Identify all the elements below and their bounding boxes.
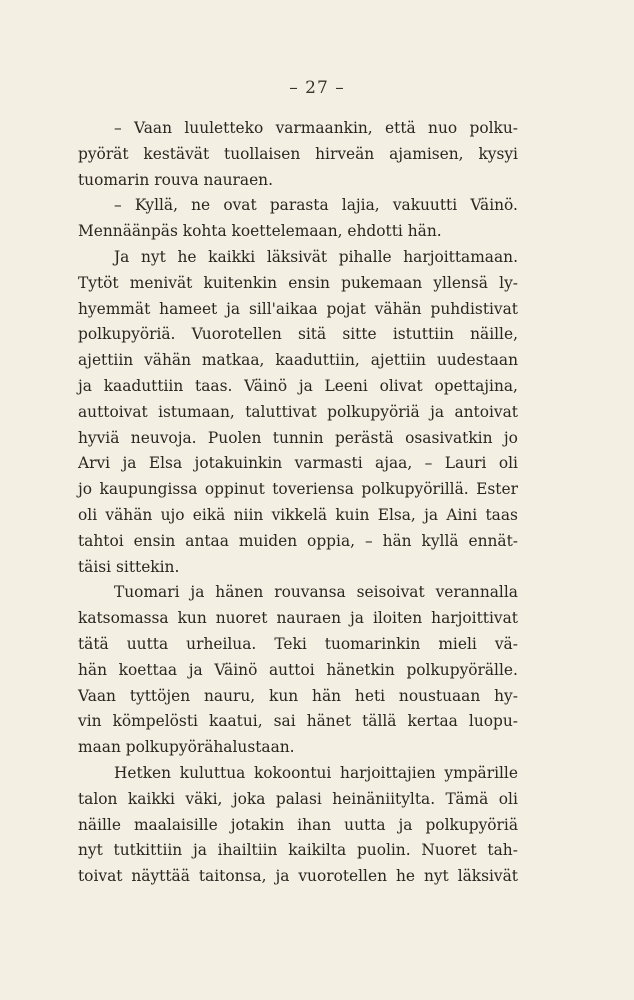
text-line: pyörät kestävät tuollaisen hirveän ajamisen, kysyi [78, 144, 518, 163]
text-line: ajettiin vähän matkaa, kaaduttiin, ajettiin uudestaan [78, 351, 518, 370]
text-line: näille maalaisille jotakin ihan uutta ja polkupyöriä [78, 815, 518, 834]
page-number: – 27 – [289, 78, 345, 98]
text-line: Ja nyt he kaikki läksivät pihalle harjoittamaan. [114, 247, 518, 266]
text-line: hyviä neuvoja. Puolen tunnin perästä osasivatkin jo [78, 428, 518, 447]
text-line: Mennäänpäs kohta koettelemaan, ehdotti hän. [78, 222, 442, 241]
text-line: Tytöt menivät kuitenkin ensin pukemaan yllensä ly- [78, 273, 518, 292]
text-line: vin kömpelösti kaatui, sai hänet tällä kertaa luopu- [78, 712, 518, 731]
text-line: maan polkupyörähalustaan. [78, 738, 295, 757]
text-line: – Vaan luuletteko varmaankin, että nuo polku- [114, 119, 518, 137]
text-line: jo kaupungissa oppinut toveriensa polkupyörillä. Ester [78, 480, 518, 499]
text-line: toivat näyttää taitonsa, ja vuorotellen he nyt läksivät [78, 867, 518, 886]
text-line: Vaan tyttöjen nauru, kun hän heti noustuaan hy- [78, 686, 518, 705]
text-line: tahtoi ensin antaa muiden oppia, – hän kyllä ennät- [78, 531, 518, 550]
text-line: täisi sittekin. [78, 557, 180, 576]
text-line: polkupyöriä. Vuorotellen sitä sitte istuttiin näille, [78, 325, 518, 344]
body-text [78, 116, 518, 890]
text-line: Arvi ja Elsa jotakuinkin varmasti ajaa, – Lauri oli [78, 454, 518, 473]
text-line: katsomassa kun nuoret nauraen ja iloiten harjoittivat [78, 609, 518, 628]
text-line: ja kaaduttiin taas. Väinö ja Leeni olivat opettajina, [78, 376, 518, 395]
text-line: nyt tutkittiin ja ihailtiin kaikilta puolin. Nuoret tah- [78, 841, 518, 860]
text-line: talon kaikki väki, joka palasi heinäniitylta. Tämä oli [78, 789, 518, 808]
text-line: oli vähän ujo eikä niin vikkelä kuin Elsa, ja Aini taas [78, 505, 518, 524]
text-line: tuomarin rouva nauraen. [78, 170, 273, 189]
text-line: auttoivat istumaan, taluttivat polkupyöriä ja antoivat [78, 402, 518, 421]
text-line: hän koettaa ja Väinö auttoi hänetkin polkupyörälle. [78, 660, 518, 679]
text-line: Hetken kuluttua kokoontui harjoittajien ympärille [114, 763, 518, 782]
text-line: hyemmät hameet ja sill'aikaa pojat vähän puhdistivat [78, 299, 518, 318]
text-line: tätä uutta urheilua. Teki tuomarinkin mieli vä- [78, 634, 518, 653]
text-line: Tuomari ja hänen rouvansa seisoivat verannalla [114, 583, 518, 602]
text-line: – Kyllä, ne ovat parasta lajia, vakuutti Väinö. [114, 196, 518, 215]
